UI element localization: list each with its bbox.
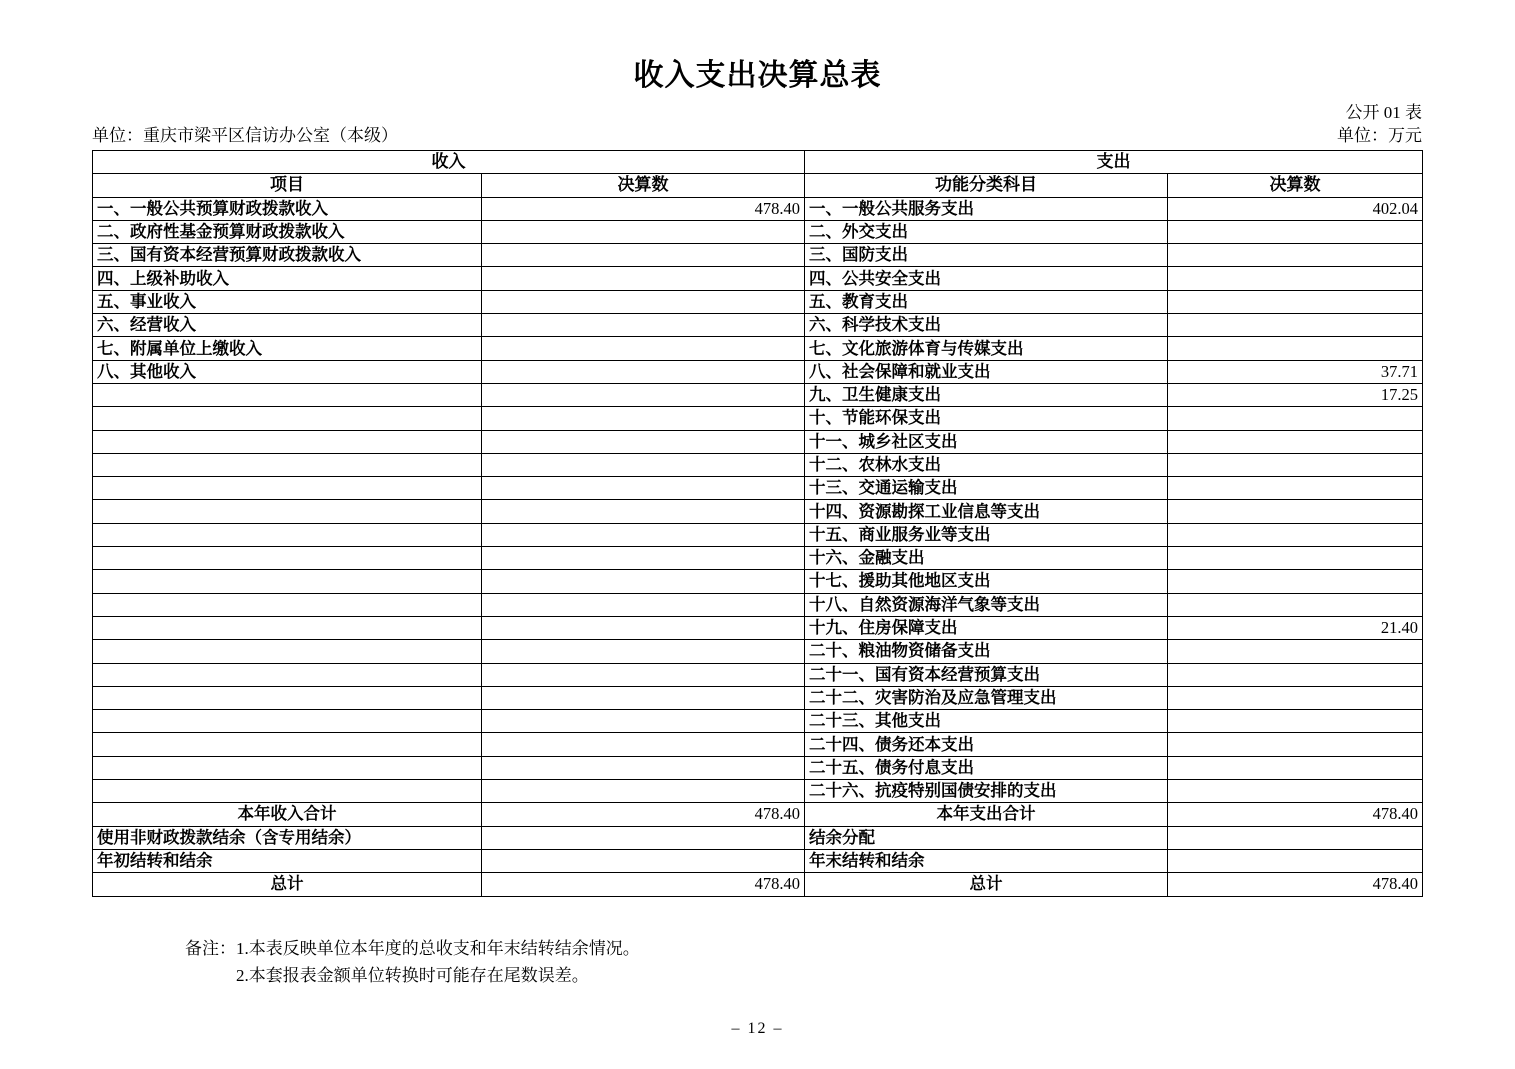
expenditure-amount-cell: [1168, 686, 1423, 709]
expenditure-item-cell: 二十、粮油物资储备支出: [805, 640, 1168, 663]
table-row: [93, 733, 1423, 756]
revenue-amount-cell: [482, 733, 805, 756]
table-row: [93, 220, 1423, 243]
notes-line-2: 2.本套报表金额单位转换时可能存在尾数误差。: [236, 965, 589, 985]
expenditure-amount-cell: [1168, 826, 1423, 849]
table-row: [93, 756, 1423, 779]
expenditure-amount-cell: [1168, 314, 1423, 337]
revenue-item-cell: 八、其他收入: [93, 360, 482, 383]
table-row: [93, 803, 1423, 826]
revenue-amount-cell: [482, 756, 805, 779]
revenue-amount-cell: 478.40: [482, 873, 805, 896]
unit-name-label: 单位：重庆市梁平区信访办公室（本级）: [92, 126, 398, 145]
expenditure-item-cell: 二十三、其他支出: [805, 710, 1168, 733]
table-row: [93, 523, 1423, 546]
revenue-amount-cell: [482, 314, 805, 337]
revenue-item-cell: [93, 663, 482, 686]
table-row: [93, 710, 1423, 733]
revenue-item-cell: 总计: [93, 873, 482, 896]
expenditure-item-cell: 八、社会保障和就业支出: [805, 360, 1168, 383]
expenditure-amount-cell: [1168, 337, 1423, 360]
table-row: [93, 500, 1423, 523]
revenue-amount-cell: [482, 780, 805, 803]
expenditure-item-cell: 二十一、国有资本经营预算支出: [805, 663, 1168, 686]
table-row: [93, 686, 1423, 709]
table-row: [93, 547, 1423, 570]
expenditure-item-cell: 十八、自然资源海洋气象等支出: [805, 593, 1168, 616]
revenue-amount-cell: [482, 453, 805, 476]
revenue-amount-cell: [482, 477, 805, 500]
revenue-item-cell: [93, 756, 482, 779]
revenue-item-cell: 使用非财政拨款结余（含专用结余）: [93, 826, 482, 849]
expenditure-item-cell: 十七、援助其他地区支出: [805, 570, 1168, 593]
expenditure-item-cell: 九、卫生健康支出: [805, 383, 1168, 406]
table-row: [93, 337, 1423, 360]
expenditure-item-cell: 十二、农林水支出: [805, 453, 1168, 476]
expenditure-item-cell: 七、文化旅游体育与传媒支出: [805, 337, 1168, 360]
expenditure-item-cell: 十三、交通运输支出: [805, 477, 1168, 500]
table-row: [93, 640, 1423, 663]
section-header-row: [93, 151, 1423, 174]
expenditure-amount-cell: 402.04: [1168, 197, 1423, 220]
table-row: [93, 477, 1423, 500]
revenue-item-cell: [93, 710, 482, 733]
revenue-section-header: 收入: [93, 151, 805, 174]
revenue-amount-cell: [482, 570, 805, 593]
page-number: – 12 –: [731, 1020, 784, 1037]
revenue-amount-cell: 478.40: [482, 197, 805, 220]
revenue-item-cell: [93, 616, 482, 639]
table-row: [93, 360, 1423, 383]
expenditure-amount-header: 决算数: [1168, 174, 1423, 197]
expenditure-amount-cell: [1168, 756, 1423, 779]
revenue-amount-cell: [482, 383, 805, 406]
expenditure-amount-cell: [1168, 733, 1423, 756]
revenue-amount-cell: [482, 593, 805, 616]
revenue-amount-cell: [482, 826, 805, 849]
expenditure-item-cell: 结余分配: [805, 826, 1168, 849]
revenue-item-cell: 七、附属单位上缴收入: [93, 337, 482, 360]
revenue-item-cell: [93, 430, 482, 453]
expenditure-section-header: 支出: [805, 151, 1423, 174]
revenue-amount-cell: 478.40: [482, 803, 805, 826]
table-row: [93, 616, 1423, 639]
revenue-item-cell: 本年收入合计: [93, 803, 482, 826]
table-row: [93, 570, 1423, 593]
revenue-item-cell: 二、政府性基金预算财政拨款收入: [93, 220, 482, 243]
expenditure-item-cell: 二十二、灾害防治及应急管理支出: [805, 686, 1168, 709]
revenue-amount-cell: [482, 663, 805, 686]
expenditure-amount-cell: [1168, 780, 1423, 803]
expenditure-amount-cell: [1168, 453, 1423, 476]
table-row: [93, 197, 1423, 220]
revenue-item-cell: 年初结转和结余: [93, 849, 482, 872]
table-row: [93, 780, 1423, 803]
revenue-amount-cell: [482, 710, 805, 733]
expenditure-amount-cell: [1168, 290, 1423, 313]
revenue-item-cell: 五、事业收入: [93, 290, 482, 313]
expenditure-item-cell: 十六、金融支出: [805, 547, 1168, 570]
table-row: [93, 314, 1423, 337]
notes-block: [185, 935, 1422, 989]
revenue-amount-cell: [482, 337, 805, 360]
unit-measure-label: 单位：万元: [1337, 126, 1422, 145]
expenditure-item-cell: 十五、商业服务业等支出: [805, 523, 1168, 546]
notes-line-1: 备注：1.本表反映单位本年度的总收支和年末结转结余情况。: [185, 938, 640, 958]
expenditure-item-cell: 二十六、抗疫特别国债安排的支出: [805, 780, 1168, 803]
table-code-label: 公开 01 表: [1345, 103, 1422, 122]
revenue-item-cell: [93, 593, 482, 616]
expenditure-amount-cell: [1168, 267, 1423, 290]
expenditure-amount-cell: [1168, 570, 1423, 593]
revenue-amount-cell: [482, 407, 805, 430]
expenditure-item-header: 功能分类科目: [805, 174, 1168, 197]
table-row: [93, 826, 1423, 849]
table-row: [93, 407, 1423, 430]
expenditure-item-cell: 十、节能环保支出: [805, 407, 1168, 430]
revenue-item-cell: [93, 453, 482, 476]
expenditure-item-cell: 四、公共安全支出: [805, 267, 1168, 290]
revenue-item-cell: [93, 780, 482, 803]
expenditure-amount-cell: [1168, 244, 1423, 267]
expenditure-item-cell: 五、教育支出: [805, 290, 1168, 313]
document-content: [92, 103, 1422, 989]
revenue-amount-cell: [482, 360, 805, 383]
table-row: [93, 383, 1423, 406]
expenditure-amount-cell: [1168, 430, 1423, 453]
expenditure-item-cell: 六、科学技术支出: [805, 314, 1168, 337]
table-row: [93, 849, 1423, 872]
expenditure-amount-cell: 37.71: [1168, 360, 1423, 383]
revenue-amount-cell: [482, 547, 805, 570]
meta-line: [92, 125, 1422, 147]
revenue-item-cell: [93, 570, 482, 593]
expenditure-item-cell: 二十五、债务付息支出: [805, 756, 1168, 779]
revenue-item-cell: [93, 383, 482, 406]
revenue-item-cell: 四、上级补助收入: [93, 267, 482, 290]
expenditure-item-cell: 年末结转和结余: [805, 849, 1168, 872]
revenue-item-header: 项目: [93, 174, 482, 197]
expenditure-amount-cell: [1168, 500, 1423, 523]
expenditure-amount-cell: [1168, 523, 1423, 546]
table-row: [93, 290, 1423, 313]
table-row: [93, 453, 1423, 476]
expenditure-item-cell: 本年支出合计: [805, 803, 1168, 826]
expenditure-amount-cell: 17.25: [1168, 383, 1423, 406]
table-row: [93, 267, 1423, 290]
expenditure-amount-cell: [1168, 593, 1423, 616]
revenue-item-cell: 三、国有资本经营预算财政拨款收入: [93, 244, 482, 267]
expenditure-item-cell: 总计: [805, 873, 1168, 896]
expenditure-amount-cell: [1168, 710, 1423, 733]
revenue-amount-cell: [482, 267, 805, 290]
expenditure-item-cell: 二、外交支出: [805, 220, 1168, 243]
revenue-item-cell: [93, 733, 482, 756]
summary-table: [92, 150, 1423, 897]
revenue-amount-cell: [482, 616, 805, 639]
expenditure-item-cell: 十九、住房保障支出: [805, 616, 1168, 639]
revenue-amount-cell: [482, 849, 805, 872]
expenditure-item-cell: 十四、资源勘探工业信息等支出: [805, 500, 1168, 523]
revenue-item-cell: [93, 640, 482, 663]
expenditure-amount-cell: [1168, 663, 1423, 686]
expenditure-item-cell: 十一、城乡社区支出: [805, 430, 1168, 453]
revenue-amount-cell: [482, 686, 805, 709]
expenditure-amount-cell: [1168, 640, 1423, 663]
revenue-amount-cell: [482, 290, 805, 313]
revenue-item-cell: [93, 686, 482, 709]
expenditure-item-cell: 二十四、债务还本支出: [805, 733, 1168, 756]
revenue-item-cell: [93, 547, 482, 570]
expenditure-amount-cell: [1168, 849, 1423, 872]
revenue-amount-cell: [482, 430, 805, 453]
table-row: [93, 244, 1423, 267]
revenue-amount-cell: [482, 220, 805, 243]
expenditure-item-cell: 一、一般公共服务支出: [805, 197, 1168, 220]
revenue-amount-cell: [482, 244, 805, 267]
expenditure-amount-cell: 478.40: [1168, 803, 1423, 826]
revenue-item-cell: [93, 523, 482, 546]
expenditure-amount-cell: [1168, 407, 1423, 430]
revenue-amount-cell: [482, 640, 805, 663]
column-header-row: [93, 174, 1423, 197]
table-row: [93, 593, 1423, 616]
revenue-amount-cell: [482, 500, 805, 523]
revenue-item-cell: 六、经营收入: [93, 314, 482, 337]
revenue-item-cell: [93, 500, 482, 523]
expenditure-amount-cell: [1168, 220, 1423, 243]
revenue-item-cell: [93, 477, 482, 500]
table-row: [93, 430, 1423, 453]
expenditure-item-cell: 三、国防支出: [805, 244, 1168, 267]
expenditure-amount-cell: 21.40: [1168, 616, 1423, 639]
revenue-item-cell: [93, 407, 482, 430]
expenditure-amount-cell: [1168, 547, 1423, 570]
expenditure-amount-cell: [1168, 477, 1423, 500]
revenue-amount-cell: [482, 523, 805, 546]
table-row: [93, 873, 1423, 896]
revenue-amount-header: 决算数: [482, 174, 805, 197]
table-row: [93, 663, 1423, 686]
expenditure-amount-cell: 478.40: [1168, 873, 1423, 896]
revenue-item-cell: 一、一般公共预算财政拨款收入: [93, 197, 482, 220]
page-title: 收入支出决算总表: [633, 59, 882, 92]
